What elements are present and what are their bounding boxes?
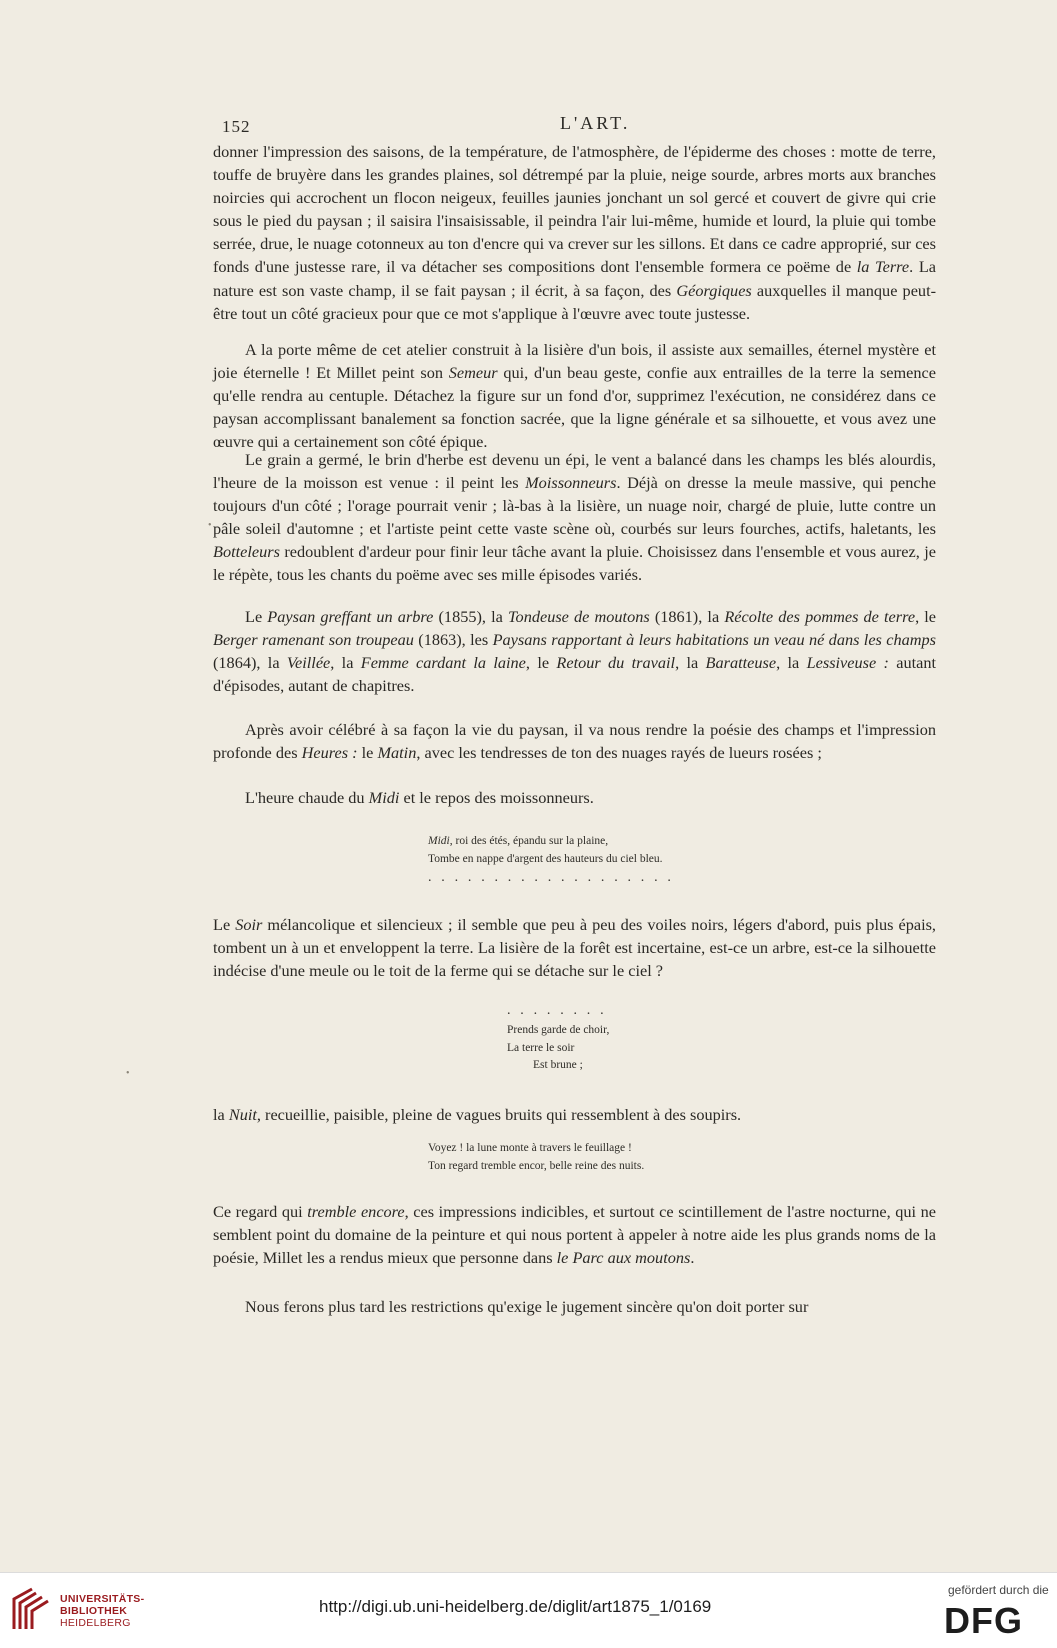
paragraph-3: Le grain a germé, le brin d'herbe est devenu un épi, le vent a balancé dans les champs les blés alourdis, l'heure de la moisson est venue : il peint les Moissonneurs. Déjà on dresse la meule massive, qui penche toujours d'un côté ; l'orage pourrait venir ; là-bas à la lisière, un nuage noir, chargé de pluie, lutte contre un pâle soleil d'automne ; et l'artiste peint cette vaste scène où, courbés sur leurs fourches, actifs, haletants, les Botteleurs redoublent d'ardeur pour finir leur tâche avant la pluie. Choisissez dans l'ensemble et vous aurez, je le répète, tous les chants du poëme avec ses mille épisodes variés. [213,450,936,585]
verse-ellipsis: ........ [507,1003,614,1018]
paragraph-8: la Nuit, recueillie, paisible, pleine de vagues bruits qui ressemblent à des soupirs. [213,1105,742,1124]
verse-line: Voyez ! la lune monte à travers le feuillage ! [428,1142,632,1154]
verse-line: Prends garde de choir, [507,1024,610,1036]
paragraph-10: Nous ferons plus tard les restrictions qu'exige le jugement sincère qu'on doit porter sur [245,1297,809,1316]
margin-mark: • [126,1068,130,1079]
paragraph-4: Le Paysan greffant un arbre (1855), la Tondeuse de moutons (1861), la Récolte des pommes de terre, le Berger ramenant son troupeau (1863), les Paysans rapportant à leurs habitations un veau né dans les champs (1864), la Veillée, la Femme cardant la laine, le Retour du travail, la Baratteuse, la Lessiveuse : autant d'épisodes, autant de chapitres. [213,607,937,696]
paragraph-6: L'heure chaude du Midi et le repos des moissonneurs. [245,788,594,807]
margin-mark: • [208,520,212,531]
permalink-url[interactable]: http://digi.ub.uni-heidelberg.de/diglit/art1875_1/0169 [319,1597,712,1616]
running-head: L'ART. [560,113,631,133]
library-name-line: HEIDELBERG [60,1617,131,1629]
paragraph-7: Le Soir mélancolique et silencieux ; il semble que peu à peu des voiles noirs, légers d'abord, puis plus épais, tombent un à un et enveloppent la terre. La lisière de la forêt est incertaine, est-ce un arbre, est-ce la silhouette indécise d'une meule ou le toit de la ferme qui se détache sur le ciel ? [213,915,937,981]
verse-line: Midi, roi des étés, épandu sur la plaine, [428,835,609,847]
dfg-logo-icon: DFG [944,1600,1023,1641]
verse-midi [428,833,663,868]
footer-bar [0,1572,1057,1648]
verse-line: Ton regard tremble encor, belle reine des nuits. [428,1159,645,1172]
library-name-line: BIBLIOTHEK [60,1605,128,1617]
verse-ellipsis: ................... [428,870,681,885]
page-number: 152 [222,117,251,136]
library-name [60,1593,144,1629]
verse-soir [507,1022,609,1075]
verse-line: Tombe en nappe d'argent des hauteurs du ciel bleu. [428,852,663,865]
verse-nuit [428,1140,644,1175]
verse-line: Est brune ; [533,1059,583,1071]
paragraph-5: Après avoir célébré à sa façon la vie du paysan, il va nous rendre la poésie des champs et l'impression profonde des Heures : le Matin, avec les tendresses de ton des nuages rayés de lueurs rosées ; [213,720,936,763]
paragraph-9: Ce regard qui tremble encore, ces impressions indicibles, et surtout ce scintillement de l'astre nocturne, qui ne semblent point du domaine de la peinture et qui nous portent à appeler à notre aide les plus grands noms de la poésie, Millet les a rendus mieux que personne dans le Parc aux moutons. [213,1202,936,1268]
funding-label: gefördert durch die [948,1583,1049,1597]
verse-line: La terre le soir [507,1041,575,1054]
library-name-line: UNIVERSITÄTS- [60,1593,145,1605]
paragraph-2: A la porte même de cet atelier construit à la lisière d'un bois, il assiste aux semailles, éternel mystère et joie éternelle ! Et Millet peint son Semeur qui, d'un beau geste, confie aux entrailles de la terre la semence qu'elle rendra au centuple. Détachez la figure sur un fond d'or, supprimez l'exécution, ne considérez dans ce paysan accomplissant banalement sa fonction sacrée, que la ligne générale et sa silhouette, et vous avez une œuvre qui a certainement son côté épique. [213,340,936,452]
library-logo-icon [10,1585,50,1633]
paragraph-1: donner l'impression des saisons, de la température, de l'atmosphère, de l'épiderme des choses : motte de terre, touffe de bruyère dans les grandes plaines, sol détrempé par la pluie, neige sourde, arbres morts aux branches noircies qui accrochent un flocon neigeux, feuilles jaunies jonchant un sol gercé et couvert de givre qui crie sous le pied du paysan ; il saisira l'insaisissable, il peindra l'air lui-même, humide et lourd, la pluie qui tombe serrée, drue, le nuage cotonneux au ton d'encre qui va crever sur les sillons. Et dans ce cadre approprié, sur ces fonds d'une justesse rare, il va détacher ses compositions dont l'ensemble formera ce poëme de la Terre. La nature est son vaste champ, il se fait paysan ; il écrit, à sa façon, des Géorgiques auxquelles il manque peut-être tout un côté gracieux pour que ce mot s'applique à l'œuvre avec toute justesse. [213,142,937,323]
